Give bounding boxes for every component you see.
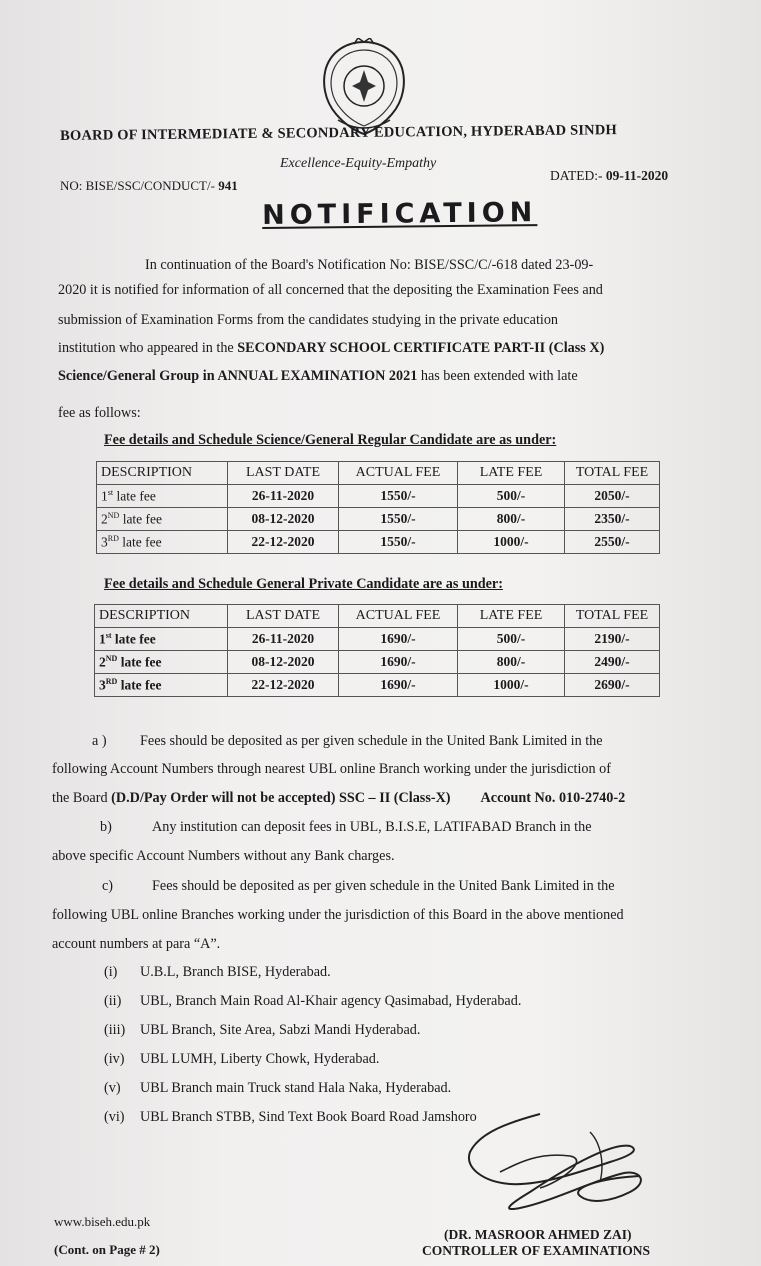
intro-line-1: In continuation of the Board's Notification No: BISE/SSC/C/-618 dated 23-09- — [145, 257, 594, 273]
last-date-cell: 22-12-2020 — [228, 674, 339, 697]
late-fee-cell: 500/- — [458, 628, 565, 651]
col-actual-fee: ACTUAL FEE — [339, 605, 458, 628]
col-last-date: LAST DATE — [228, 605, 339, 628]
signatory-title: CONTROLLER OF EXAMINATIONS — [422, 1243, 651, 1258]
ordinal-suffix: ND — [105, 653, 118, 663]
branch-text: U.B.L, Branch BISE, Hyderabad. — [140, 964, 331, 980]
description-text: late fee — [120, 654, 162, 670]
point-a-marker: a ) — [92, 733, 107, 749]
col-last-date: LAST DATE — [228, 462, 339, 485]
total-fee-cell: 2550/- — [565, 531, 660, 554]
row-description — [97, 531, 228, 554]
actual-fee-cell: 1550/- — [339, 485, 458, 508]
intro-line-4 — [58, 334, 604, 363]
table-header-row — [95, 605, 660, 628]
date-value: 09-11-2020 — [605, 168, 669, 183]
point-b-line-2: above specific Account Numbers without any Bank charges. — [52, 848, 395, 864]
branch-num: (v) — [104, 1080, 121, 1096]
branch-num: (iii) — [104, 1022, 126, 1038]
table1-heading: Fee details and Schedule Science/General Regular Candidate are as under: — [104, 432, 557, 448]
branch-text: UBL LUMH, Liberty Chowk, Hyderabad. — [140, 1051, 380, 1067]
branch-text: UBL Branch, Site Area, Sabzi Mandi Hyderabad. — [140, 1022, 421, 1038]
branch-num: (ii) — [104, 993, 122, 1009]
total-fee-cell: 2690/- — [565, 674, 660, 697]
col-total-fee: TOTAL FEE — [565, 462, 660, 485]
table-row — [95, 674, 660, 697]
intro-line-5-text: has been extended with late — [417, 368, 578, 384]
branch-text: UBL Branch STBB, Sind Text Book Board Road Jamshoro — [140, 1109, 477, 1125]
regular-fee-table — [96, 461, 660, 554]
last-date-cell: 26-11-2020 — [228, 485, 339, 508]
col-actual-fee: ACTUAL FEE — [339, 462, 458, 485]
date-label: DATED:- — [550, 168, 603, 183]
description-text: late fee — [116, 488, 156, 504]
row-description — [97, 485, 228, 508]
row-description — [95, 674, 228, 697]
ordinal-suffix: RD — [107, 533, 119, 543]
board-seal-logo — [318, 38, 410, 136]
actual-fee-cell: 1690/- — [339, 628, 458, 651]
table-header-row — [97, 462, 660, 485]
actual-fee-cell: 1550/- — [339, 508, 458, 531]
private-fee-table — [94, 604, 660, 697]
ordinal: 3 — [99, 677, 106, 693]
total-fee-cell: 2050/- — [565, 485, 660, 508]
table2-heading: Fee details and Schedule General Private Candidate are as under: — [104, 576, 503, 592]
signature — [440, 1112, 670, 1222]
table-row — [95, 651, 660, 674]
row-description — [95, 651, 228, 674]
intro-line-5 — [58, 362, 578, 391]
ordinal: 3 — [101, 534, 108, 550]
board-name: BOARD OF INTERMEDIATE & SECONDARY EDUCATION, HYDERABAD SINDH — [60, 122, 618, 144]
intro-line-3: submission of Examination Forms from the candidates studying in the private education — [58, 312, 559, 328]
ordinal: 1 — [99, 631, 106, 647]
ordinal-suffix: RD — [105, 676, 118, 686]
description-text: late fee — [122, 534, 162, 550]
intro-line-6: fee as follows: — [58, 405, 141, 421]
table-row — [97, 531, 660, 554]
intro-exam-name: SECONDARY SCHOOL CERTIFICATE PART-II (Class X) — [237, 340, 605, 356]
total-fee-cell: 2490/- — [565, 651, 660, 674]
col-description: DESCRIPTION — [97, 462, 228, 485]
last-date-cell: 26-11-2020 — [228, 628, 339, 651]
website-link: www.biseh.edu.pk — [54, 1214, 151, 1229]
intro-group-exam: Science/General Group in ANNUAL EXAMINATION 2021 — [58, 368, 418, 384]
reference-number — [60, 178, 238, 194]
ordinal-suffix: st — [107, 487, 114, 497]
col-description: DESCRIPTION — [95, 605, 228, 628]
branch-num: (i) — [104, 964, 118, 980]
branch-num: (vi) — [104, 1109, 125, 1125]
point-a-line-1: Fees should be deposited as per given schedule in the United Bank Limited in the — [140, 733, 603, 749]
last-date-cell: 08-12-2020 — [228, 508, 339, 531]
table-row — [97, 508, 660, 531]
point-b-line-1: Any institution can deposit fees in UBL, B.I.S.E, LATIFABAD Branch in the — [152, 819, 592, 835]
point-c-marker: c) — [102, 878, 114, 894]
description-text: late fee — [120, 677, 162, 693]
point-c-line-2: following UBL online Branches working under the jurisdiction of this Board in the above mentioned — [52, 907, 624, 923]
point-b-marker: b) — [100, 819, 112, 835]
table-row — [95, 628, 660, 651]
continued-note: (Cont. on Page # 2) — [54, 1242, 160, 1257]
row-description — [97, 508, 228, 531]
ordinal-suffix: ND — [107, 510, 120, 520]
ordinal: 2 — [99, 654, 106, 670]
point-a-line-3 — [52, 784, 625, 813]
reference-prefix: NO: BISE/SSC/CONDUCT/- — [60, 178, 215, 193]
branch-text: UBL Branch main Truck stand Hala Naka, Hyderabad. — [140, 1080, 452, 1096]
actual-fee-cell: 1690/- — [339, 674, 458, 697]
col-late-fee: LATE FEE — [458, 605, 565, 628]
point-c-line-3: account numbers at para “A”. — [52, 936, 221, 952]
point-a-line-2: following Account Numbers through nearest UBL online Branch working under the jurisdiction of — [52, 761, 611, 777]
board-motto: Excellence-Equity-Empathy — [280, 156, 437, 171]
account-number: Account No. 010-2740-2 — [480, 790, 626, 806]
ordinal-suffix: st — [105, 630, 112, 640]
late-fee-cell: 800/- — [458, 651, 565, 674]
notification-date — [550, 168, 668, 184]
late-fee-cell: 500/- — [458, 485, 565, 508]
last-date-cell: 08-12-2020 — [228, 651, 339, 674]
row-description — [95, 628, 228, 651]
intro-line-2: 2020 it is notified for information of all concerned that the depositing the Examination Fees and — [58, 282, 603, 298]
col-late-fee: LATE FEE — [458, 462, 565, 485]
intro-line-4-text: institution who appeared in the — [58, 340, 238, 356]
last-date-cell: 22-12-2020 — [228, 531, 339, 554]
table-row — [97, 485, 660, 508]
late-fee-cell: 800/- — [458, 508, 565, 531]
point-a-notice: (D.D/Pay Order will not be accepted) SSC – II (Class-X) — [111, 790, 451, 806]
branch-text: UBL, Branch Main Road Al-Khair agency Qasimabad, Hyderabad. — [140, 993, 522, 1009]
point-a-line-3-text: the Board — [52, 790, 112, 806]
late-fee-cell: 1000/- — [458, 531, 565, 554]
description-text: late fee — [114, 631, 156, 647]
branch-num: (iv) — [104, 1051, 125, 1067]
total-fee-cell: 2350/- — [565, 508, 660, 531]
late-fee-cell: 1000/- — [458, 674, 565, 697]
actual-fee-cell: 1550/- — [339, 531, 458, 554]
point-c-line-1: Fees should be deposited as per given schedule in the United Bank Limited in the — [152, 878, 615, 894]
actual-fee-cell: 1690/- — [339, 651, 458, 674]
description-text: late fee — [122, 511, 163, 527]
ordinal: 1 — [101, 488, 108, 504]
col-total-fee: TOTAL FEE — [565, 605, 660, 628]
ordinal: 2 — [101, 511, 108, 527]
reference-value: 941 — [218, 178, 238, 193]
total-fee-cell: 2190/- — [565, 628, 660, 651]
notification-title: NOTIFICATION — [262, 197, 538, 231]
signatory-name: (DR. MASROOR AHMED ZAI) — [444, 1227, 632, 1242]
